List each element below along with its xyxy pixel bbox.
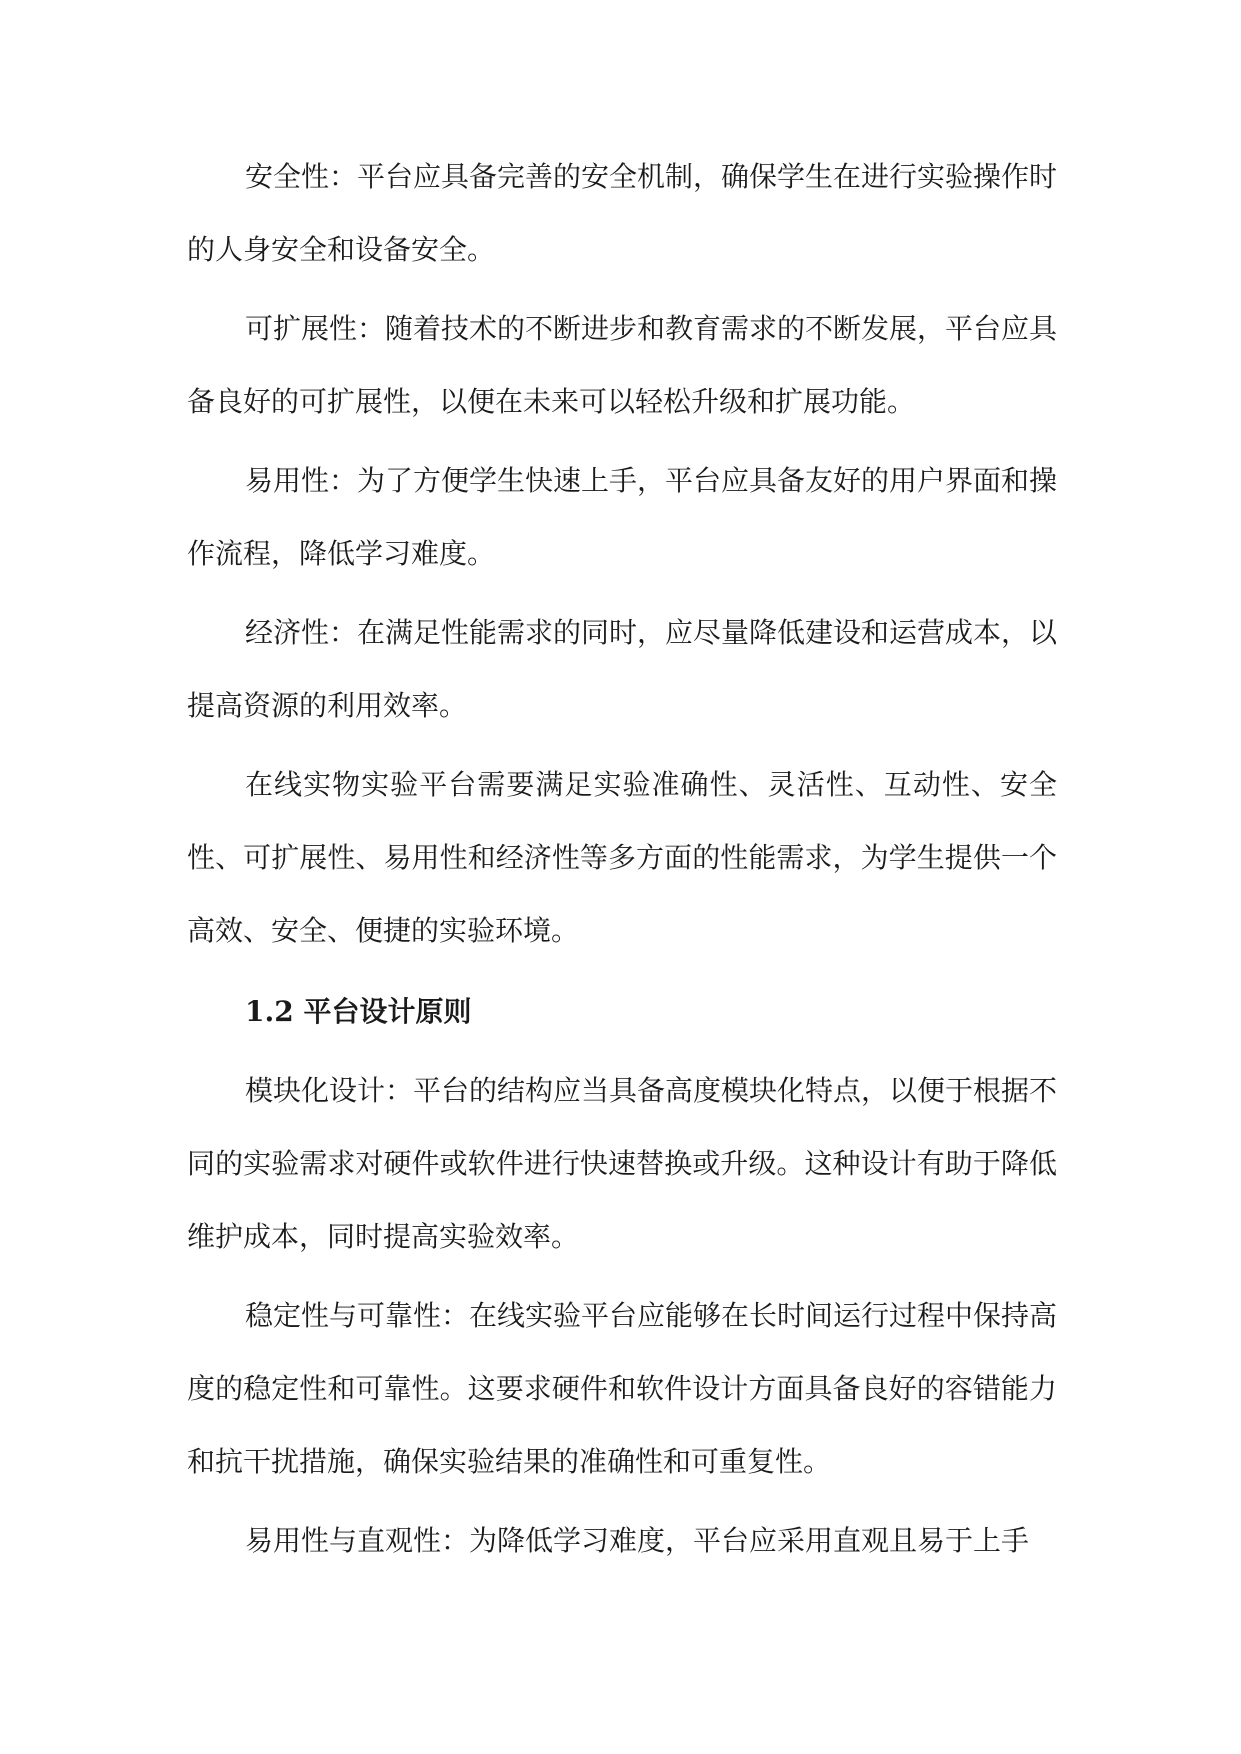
paragraph-summary: 在线实物实验平台需要满足实验准确性、灵活性、互动性、安全性、可扩展性、易用性和经济性等多方面的性能需求，为学生提供一个高效、安全、便捷的实验环境。 (187, 768, 1057, 947)
document-body (187, 140, 1057, 1583)
paragraph-scalability: 可扩展性：随着技术的不断进步和教育需求的不断发展，平台应具备良好的可扩展性，以便在未来可以轻松升级和扩展功能。 (187, 312, 1058, 418)
paragraph-economy: 经济性：在满足性能需求的同时，应尽量降低建设和运营成本，以提高资源的利用效率。 (187, 616, 1058, 722)
paragraph-usability-intuitiveness: 易用性与直观性：为降低学习难度，平台应采用直观且易于上手 (245, 1524, 1030, 1557)
paragraph-stability-reliability: 稳定性与可靠性：在线实验平台应能够在长时间运行过程中保持高度的稳定性和可靠性。这要求硬件和软件设计方面具备良好的容错能力和抗干扰措施，确保实验结果的准确性和可重复性。 (187, 1299, 1058, 1478)
paragraph-usability: 易用性：为了方便学生快速上手，平台应具备友好的用户界面和操作流程，降低学习难度。 (187, 464, 1058, 570)
paragraph-safety: 安全性：平台应具备完善的安全机制，确保学生在进行实验操作时的人身安全和设备安全。 (187, 160, 1058, 266)
paragraph-modular-design: 模块化设计：平台的结构应当具备高度模块化特点，以便于根据不同的实验需求对硬件或软件进行快速替换或升级。这种设计有助于降低维护成本，同时提高实验效率。 (187, 1074, 1058, 1253)
section-heading: 1.2 平台设计原则 (245, 995, 472, 1028)
